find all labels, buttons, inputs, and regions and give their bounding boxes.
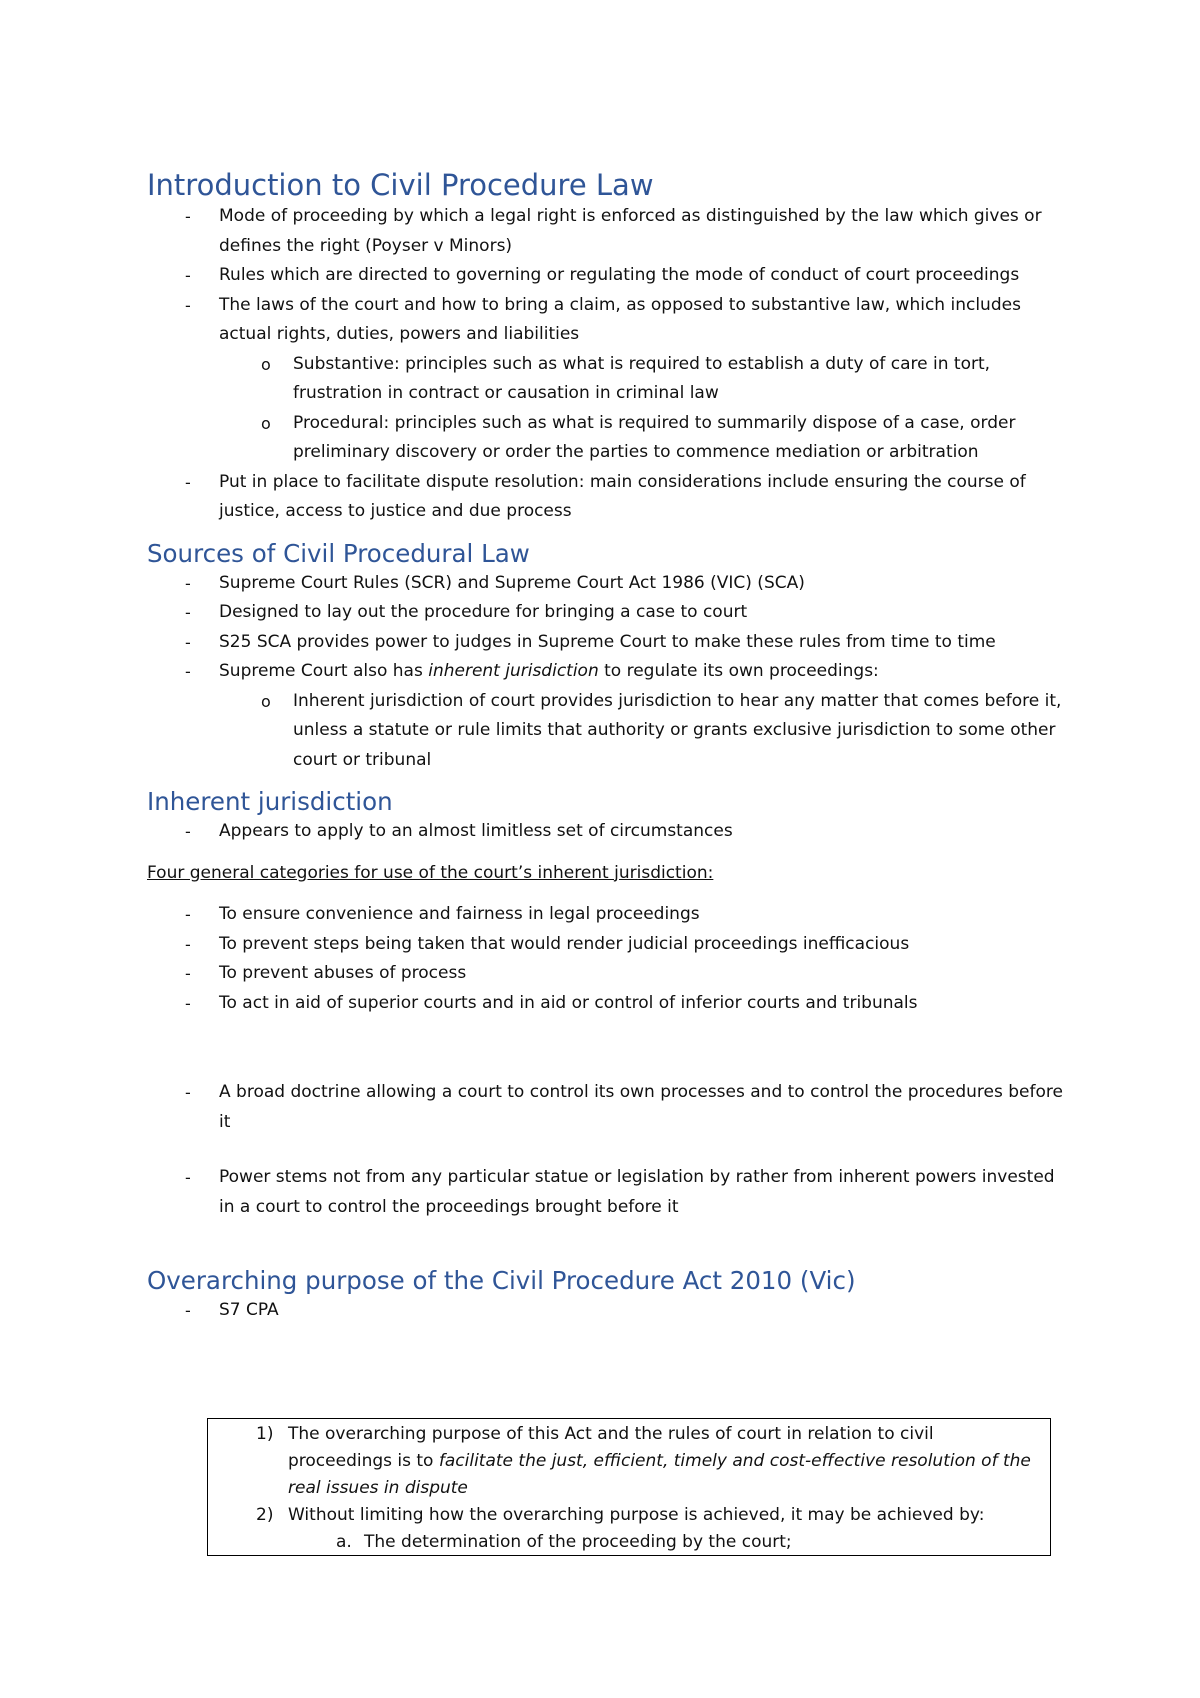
document-body (147, 168, 1067, 1326)
clause-2a: a. The determination of the proceeding by the court; (226, 1529, 1040, 1556)
circle-bullet: o (261, 691, 271, 711)
section-heading-inherent: Inherent jurisdiction (147, 787, 393, 816)
dash-bullet: - (185, 472, 191, 492)
sublist-item: o Procedural: principles such as what is required to summarily dispose of a case, order preliminary discovery or order the parties to commence mediation or arbitration (147, 409, 1067, 468)
sublist-item: o Substantive: principles such as what is required to establish a duty of care in tort, frustration in contract or causation in criminal law (147, 350, 1067, 409)
list-item: - To ensure convenience and fairness in legal proceedings (147, 900, 1067, 930)
circle-bullet: o (261, 413, 271, 433)
overarching-list (147, 1296, 1067, 1326)
dash-bullet: - (185, 964, 191, 983)
list-item: - Put in place to facilitate dispute resolution: main considerations include ensuring the course of justice, access to justice and due process (147, 468, 1067, 527)
dash-bullet: - (185, 603, 191, 622)
statute-clauses (226, 1421, 1040, 1529)
clause-letter: a. (336, 1532, 352, 1552)
dash-bullet: - (185, 662, 191, 681)
sources-sublist (147, 687, 1067, 776)
list-item: - Rules which are directed to governing or regulating the mode of conduct of court proceedings (147, 261, 1067, 291)
section-heading-sources: Sources of Civil Procedural Law (147, 538, 530, 568)
dash-bullet: - (185, 266, 191, 285)
list-item: - Supreme Court also has inherent jurisdiction to regulate its own proceedings: o Inherent jurisdiction of court provides jurisdiction to hear any matter that comes before it, unless a statute or rule limits that authority or grants exclusive jurisdiction to some other court or tribunal (147, 657, 1067, 775)
clause-number: 2) (256, 1505, 274, 1525)
list-item: - The laws of the court and how to bring a claim, as opposed to substantive law, which includes actual rights, duties, powers and liabilities o Substantive: principles such as what is required to establish a duty of care in tort, frustration in contract or causation in criminal law o Procedural: principles such as what is required to summarily dispose of a case, order preliminary discovery or order the parties to commence mediation or arbitration (147, 291, 1067, 468)
dash-bullet: - (185, 934, 191, 954)
dash-bullet: - (185, 1083, 191, 1102)
dash-bullet: - (185, 295, 191, 315)
list-item: - To prevent abuses of process (147, 959, 1067, 989)
dash-bullet: - (185, 822, 191, 841)
sublist-item: o Inherent jurisdiction of court provides jurisdiction to hear any matter that comes before it, unless a statute or rule limits that authority or grants exclusive jurisdiction to some other court or tribunal (147, 687, 1067, 776)
categories-heading: Four general categories for use of the court’s inherent jurisdiction: (147, 862, 714, 883)
dash-bullet: - (185, 573, 191, 593)
list-item: - To act in aid of superior courts and in aid or control of inferior courts and tribunals (147, 989, 1067, 1019)
list-item: - Appears to apply to an almost limitless set of circumstances (147, 817, 1067, 847)
circle-bullet: o (261, 354, 271, 374)
categories-list (147, 900, 1067, 1018)
sources-list (147, 569, 1067, 776)
power-stems-list (147, 1163, 1067, 1222)
list-item: - Mode of proceeding by which a legal right is enforced as distinguished by the law which gives or defines the right (Poyser v Minors) (147, 202, 1067, 261)
clause-number: 1) (256, 1424, 274, 1444)
dash-bullet: - (185, 905, 191, 924)
intro-list (147, 202, 1067, 527)
intro-sublist (147, 350, 1067, 468)
dash-bullet: - (185, 1168, 191, 1187)
section-heading-overarching: Overarching purpose of the Civil Procedure Act 2010 (Vic) (147, 1266, 856, 1295)
dash-bullet: - (185, 1301, 191, 1320)
page-title: Introduction to Civil Procedure Law (147, 168, 654, 202)
list-item: - S7 CPA (147, 1296, 1067, 1326)
clause-2: 2) Without limiting how the overarching purpose is achieved, it may be achieved by: (226, 1502, 1040, 1529)
list-item: - Designed to lay out the procedure for bringing a case to court (147, 598, 1067, 628)
inherent-list (147, 817, 1067, 847)
dash-bullet: - (185, 632, 191, 652)
dash-bullet: - (185, 993, 191, 1013)
list-item: - To prevent steps being taken that would render judicial proceedings inefficacious (147, 930, 1067, 960)
list-item: - Power stems not from any particular statue or legislation by rather from inherent powers invested in a court to control the proceedings brought before it (147, 1163, 1067, 1222)
list-item: - S25 SCA provides power to judges in Supreme Court to make these rules from time to time (147, 628, 1067, 658)
list-item: - Supreme Court Rules (SCR) and Supreme Court Act 1986 (VIC) (SCA) (147, 569, 1067, 599)
dash-bullet: - (185, 207, 191, 226)
broad-doctrine-list (147, 1078, 1067, 1137)
statute-text-box (207, 1418, 1051, 1556)
list-item: - A broad doctrine allowing a court to control its own processes and to control the procedures before it (147, 1078, 1067, 1137)
clause-1: 1) The overarching purpose of this Act and the rules of court in relation to civil proceedings is to facilitate the just, efficient, timely and cost-effective resolution of the real issues in dispute (226, 1421, 1040, 1502)
